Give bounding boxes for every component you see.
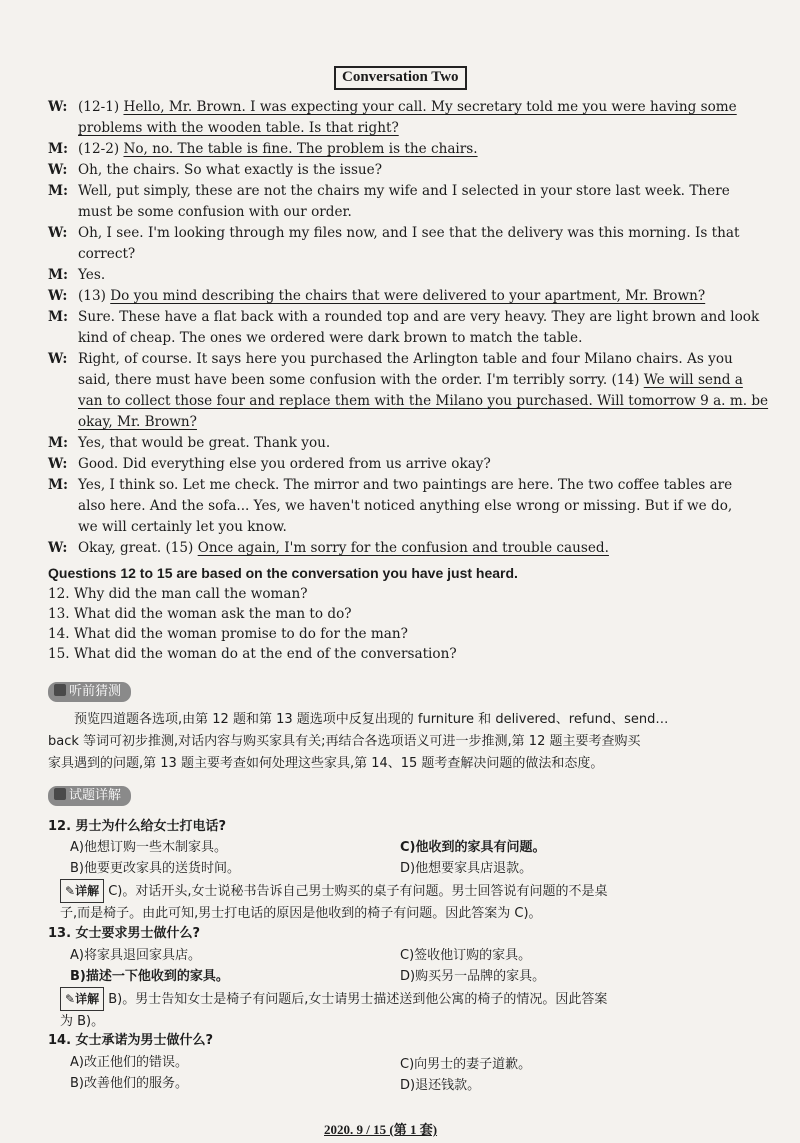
dialogue-line [48, 244, 768, 265]
section-tag-guess: 听前猜测 [48, 682, 131, 702]
dialogue-text: Right, of course. It says here you purchased the Arlington table and four Milano chairs. As you [78, 351, 733, 367]
book-icon [54, 788, 66, 800]
dialogue-text: Yes, I think so. Let me check. The mirror and two paintings are here. The two coffee tables are [78, 477, 733, 493]
q13-title: 13. 女士要求男士做什么? [48, 926, 201, 941]
questions-header: Questions 12 to 15 are based on the conversation you have just heard. [48, 565, 518, 581]
q14-option-c: C)向男士的妻子道歉。 [400, 1057, 532, 1072]
dialogue-text: Okay, great. (15) [78, 540, 198, 556]
dialogue-line [48, 139, 768, 160]
speaker-label: M: [48, 141, 69, 157]
dialogue-line [48, 286, 768, 307]
q13-explanation: ✎详解 B)。男士告知女士是椅子有问题后,女士请男士描述送到他公寓的椅子的情况。因此答案 为 B)。 [60, 987, 770, 1033]
q12-title: 12. 男士为什么给女士打电话? [48, 819, 227, 834]
speaker-label: W: [48, 288, 68, 304]
section-tag-detail: 试题详解 [48, 786, 131, 806]
dialogue-line [48, 538, 768, 559]
dialogue-underlined-text: Do you mind describing the chairs that were delivered to your apartment, Mr. Brown? [110, 288, 706, 304]
q12-explanation: ✎详解 C)。对话开头,女士说秘书告诉自己男士购买的桌子有问题。男士回答说有问题的不是桌 子,而是椅子。由此可知,男士打电话的原因是他收到的椅子有问题。因此答案为 C)。 [60, 879, 770, 925]
dialogue-line [48, 475, 768, 496]
dialogue-text: Oh, the chairs. So what exactly is the issue? [78, 162, 383, 178]
speaker-label: M: [48, 267, 69, 283]
question-item: 12. Why did the man call the woman? [48, 586, 308, 602]
dialogue-line [48, 223, 768, 244]
q13-option-b: B)描述一下他收到的家具。 [70, 969, 229, 984]
q14-title: 14. 女士承诺为男士做什么? [48, 1033, 214, 1048]
dialogue-text: must be some confusion with our order. [78, 204, 352, 220]
dialogue-text: we will certainly let you know. [78, 519, 287, 535]
dialogue-text: Yes. [78, 267, 106, 283]
q14-option-d: D)退还钱款。 [400, 1078, 481, 1093]
q14-option-b: B)改善他们的服务。 [70, 1076, 188, 1091]
dialogue-line [48, 349, 768, 370]
dialogue-text: also here. And the sofa... Yes, we haven't noticed anything else wrong or missing. But if we do, [78, 498, 733, 514]
speaker-label: W: [48, 351, 68, 367]
dialogue-text: Yes, that would be great. Thank you. [78, 435, 331, 451]
dialogue-underlined-text: okay, Mr. Brown? [78, 414, 197, 430]
dialogue-line [48, 370, 768, 391]
q13-option-d: D)购买另一品牌的家具。 [400, 969, 546, 984]
dialogue-line [48, 97, 768, 118]
dialogue-underlined-text: We will send a [643, 372, 743, 388]
dialogue-line [48, 307, 768, 328]
speaker-label: M: [48, 435, 69, 451]
dialogue-text: Sure. These have a flat back with a rounded top and are very heavy. They are light brown and look [78, 309, 760, 325]
dialogue-text: Good. Did everything else you ordered from us arrive okay? [78, 456, 491, 472]
dialogue-text: said, there must have been some confusion with the order. I'm terribly sorry. (14) [78, 372, 644, 388]
speaker-label: W: [48, 456, 68, 472]
q13-option-c: C)签收他订购的家具。 [400, 948, 532, 963]
dialogue-text: Well, put simply, these are not the chairs my wife and I selected in your store last week. There [78, 183, 730, 199]
q12-option-d: D)他想要家具店退款。 [400, 861, 533, 876]
q12-option-b: B)他要更改家具的送货时间。 [70, 861, 240, 876]
speaker-label: M: [48, 309, 69, 325]
guess-paragraph: 预览四道题各选项,由第 12 题和第 13 题选项中反复出现的 furniture 和 delivered、refund、send… back 等词可初步推测,对话内容与购买家具有关;再结合各选项语义可进一步推测,第 12 题主要考查购买 家具遇到的问题,第 13 题主要考查如何处理这些家具,第 14、15 题考查解决问题的做法和态度。 [48, 712, 669, 771]
dialogue-line [48, 433, 768, 454]
dialogue-line [48, 181, 768, 202]
dialogue-line [48, 118, 768, 139]
q12-option-c: C)他收到的家具有问题。 [400, 840, 546, 855]
questions-block [48, 563, 768, 664]
speaker-label: W: [48, 225, 68, 241]
dialogue-underlined-text: van to collect those four and replace them with the Milano you purchased. Will tomorrow 9 a. m. be [78, 393, 769, 409]
q12-option-a: A)他想订购一些木制家具。 [70, 840, 227, 855]
speaker-label: W: [48, 540, 68, 556]
dialogue-text: (12-2) [78, 141, 124, 157]
dialogue-underlined-text: Hello, Mr. Brown. I was expecting your call. My secretary told me you were having some [123, 99, 737, 115]
speaker-label: W: [48, 99, 68, 115]
q14-option-a: A)改正他们的错误。 [70, 1055, 188, 1070]
dialogue-line [48, 454, 768, 475]
dialogue-line [48, 391, 768, 412]
detail-label: ✎详解 [60, 879, 104, 903]
dialogue-line [48, 517, 768, 538]
dialogue-line [48, 160, 768, 181]
dialogue-underlined-text: problems with the wooden table. Is that right? [78, 120, 399, 136]
speaker-label: W: [48, 162, 68, 178]
dialogue-text: correct? [78, 246, 136, 262]
conversation-title: Conversation Two [334, 66, 467, 90]
question-item: 13. What did the woman ask the man to do? [48, 606, 352, 622]
question-item: 14. What did the woman promise to do for the man? [48, 626, 408, 642]
detail-label: ✎详解 [60, 987, 104, 1011]
dialogue-line [48, 202, 768, 223]
dialogue-underlined-text: No, no. The table is fine. The problem is the chairs. [123, 141, 478, 157]
dialogue-underlined-text: Once again, I'm sorry for the confusion and trouble caused. [197, 540, 609, 556]
speaker-label: M: [48, 183, 69, 199]
dialogue [48, 97, 768, 559]
speaker-label: M: [48, 477, 69, 493]
dialogue-line [48, 265, 768, 286]
dialogue-text: Oh, I see. I'm looking through my files now, and I see that the delivery was this morning. Is that [78, 225, 740, 241]
ear-icon [54, 684, 66, 696]
dialogue-line [48, 328, 768, 349]
dialogue-line [48, 412, 768, 433]
question-item: 15. What did the woman do at the end of the conversation? [48, 646, 457, 662]
section-guess [48, 681, 768, 703]
dialogue-text: kind of cheap. The ones we ordered were dark brown to match the table. [78, 330, 583, 346]
q13-option-a: A)将家具退回家具店。 [70, 948, 201, 963]
dialogue-text: (12-1) [78, 99, 124, 115]
dialogue-text: (13) [78, 288, 111, 304]
dialogue-line [48, 496, 768, 517]
section-detail [48, 785, 768, 807]
page-footer: 2020. 9 / 15 (第 1 套) [324, 1122, 438, 1137]
